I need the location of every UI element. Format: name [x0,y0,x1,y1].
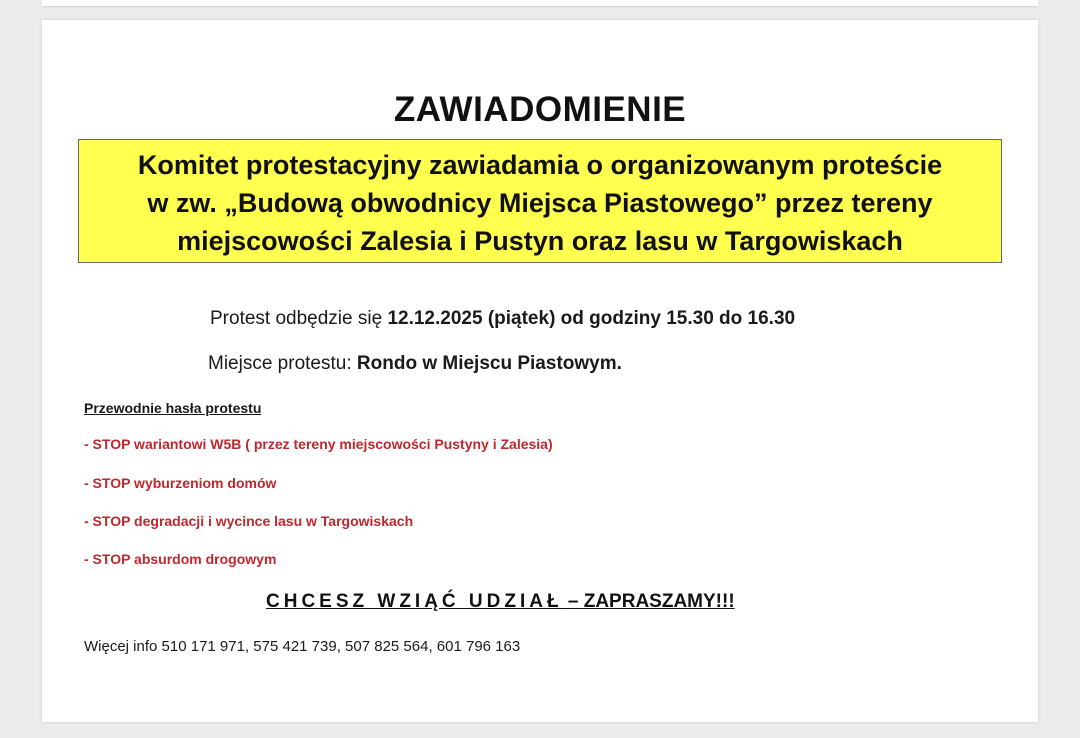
slogan-item: - STOP wariantowi W5B ( przez tereny miejscowości Pustyny i Zalesia) [84,436,553,452]
protest-place-value: Rondo w Miejscu Piastowym. [356,353,622,374]
slogan-item: - STOP wyburzeniom domów [84,475,277,491]
notice-title: ZAWIADOMIENIE [393,90,687,129]
slogan-item: - STOP degradacji i wycince lasu w Targowiskach [84,513,414,529]
protest-place-line [208,353,622,375]
cta-spaced-text: CHCESZ WZIĄĆ UDZIAŁ [266,591,563,612]
slogans-heading: Przewodnie hasła protestu [84,400,262,416]
contact-info: Więcej info 510 171 971, 575 421 739, 507 825 564, 601 796 163 [84,638,521,655]
call-to-action [266,591,735,613]
cta-invite-text: – ZAPRASZAMY!!! [562,591,735,612]
highlight-box [78,139,1002,263]
highlight-line: w zw. „Budową obwodnicy Miejsca Piastowego” przez tereny [147,188,933,218]
document-page [42,20,1038,722]
protest-place-prefix: Miejsce protestu: [208,353,357,374]
highlight-line: Komitet protestacyjny zawiadamia o organizowanym proteście [137,150,943,180]
protest-date-value: 12.12.2025 (piątek) od godziny 15.30 do 16.30 [387,308,796,329]
protest-date-line [210,308,795,330]
highlight-line: miejscowości Zalesia i Pustyn oraz lasu w Targowiskach [177,226,903,256]
protest-date-prefix: Protest odbędzie się [210,308,388,329]
previous-page-edge [42,0,1038,6]
slogan-item: - STOP absurdom drogowym [84,551,277,567]
